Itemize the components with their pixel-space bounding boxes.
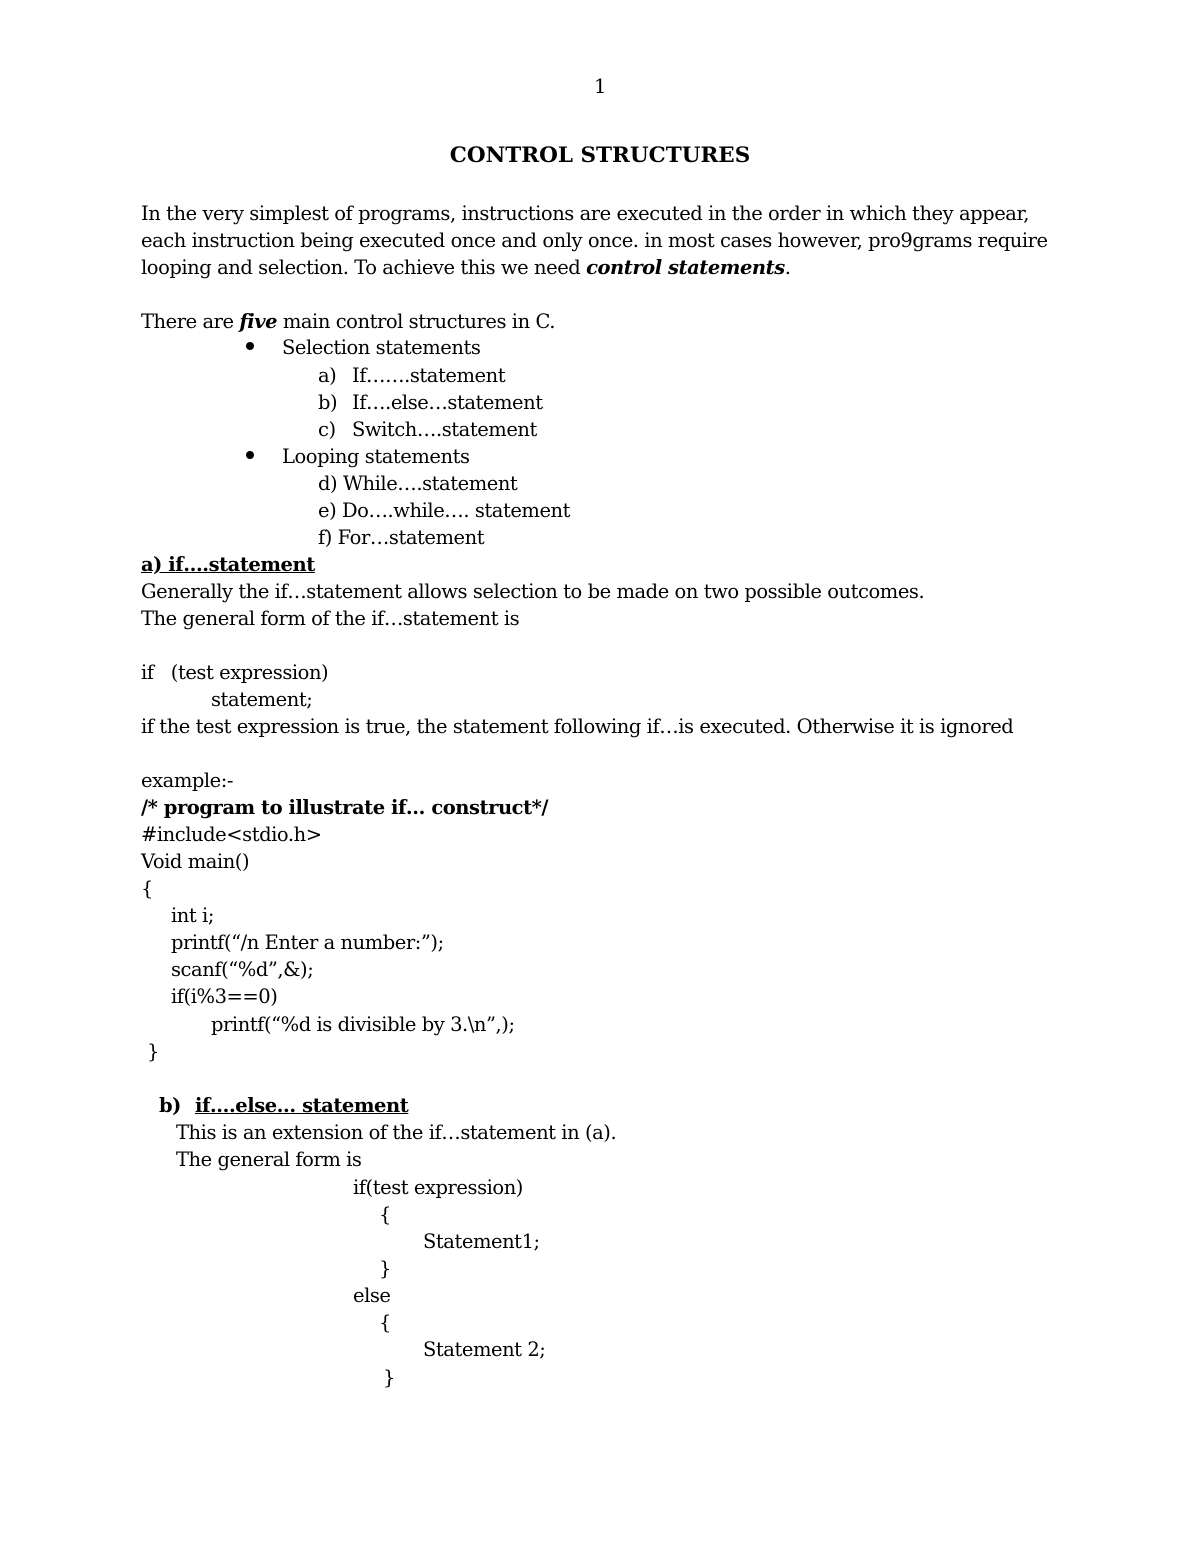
code-line: if(i%3==0) <box>171 985 278 1008</box>
section-b-form-line: } <box>379 1257 391 1280</box>
section-b-form-line: } <box>383 1366 395 1389</box>
intro-line-3 <box>141 254 791 281</box>
section-b-form-line: if(test expression) <box>353 1176 523 1199</box>
section-a-form-line-1: if (test expression) <box>141 661 329 684</box>
selection-item-c-marker: c) <box>318 418 336 441</box>
control-statements-emphasis: control statements <box>586 256 785 279</box>
code-line: printf(“/n Enter a number:”); <box>171 931 444 954</box>
selection-item-c: Switch….statement <box>352 418 537 441</box>
code-line: { <box>141 877 153 900</box>
bullet-icon <box>246 342 254 350</box>
section-b-form-line: { <box>379 1311 391 1334</box>
page-title: CONTROL STRUCTURES <box>449 143 751 168</box>
code-line: } <box>147 1040 159 1063</box>
code-line: int i; <box>171 904 214 927</box>
selection-item-b-marker: b) <box>318 391 338 414</box>
code-line: scanf(“%d”,&); <box>171 958 314 981</box>
code-line: Void main() <box>141 850 250 873</box>
example-label: example:- <box>141 769 234 792</box>
looping-label: Looping statements <box>282 445 470 468</box>
section-b-form-line: else <box>353 1284 391 1307</box>
looping-item-e: e) Do….while…. statement <box>318 499 571 522</box>
section-a-form-line-2: statement; <box>211 688 313 711</box>
selection-item-a: If…….statement <box>352 364 506 387</box>
section-b-desc-1: This is an extension of the if…statement in (a). <box>176 1121 617 1144</box>
intro-line-3-suffix: . <box>784 256 791 279</box>
looping-item-f: f) For…statement <box>318 526 485 549</box>
page-number: 1 <box>594 75 606 98</box>
intro-line-2: each instruction being executed once and only once. in most cases however, pro9grams require <box>141 229 1048 252</box>
section-a-explain: if the test expression is true, the statement following if…is executed. Otherwise it is ignored <box>141 715 1014 738</box>
section-b-marker: b) <box>159 1094 181 1117</box>
five-emphasis: five <box>239 310 278 333</box>
section-a-desc-1: Generally the if…statement allows selection to be made on two possible outcomes. <box>141 580 925 603</box>
bullet-icon <box>246 451 254 459</box>
section-b-desc-2: The general form is <box>176 1148 362 1171</box>
code-line: #include<stdio.h> <box>141 823 322 846</box>
intro-line-3-prefix: looping and selection. To achieve this we need <box>141 256 587 279</box>
code-line: printf(“%d is divisible by 3.\n”,); <box>211 1013 515 1036</box>
section-b-heading: if….else… statement <box>195 1094 409 1117</box>
five-prefix: There are <box>141 310 240 333</box>
selection-item-b: If….else…statement <box>352 391 543 414</box>
section-b-form-line: Statement1; <box>423 1230 540 1253</box>
looping-item-d: d) While….statement <box>318 472 518 495</box>
code-comment: /* program to illustrate if… construct*/ <box>141 796 549 819</box>
section-b-form-line: Statement 2; <box>423 1338 546 1361</box>
selection-item-a-marker: a) <box>318 364 337 387</box>
selection-label: Selection statements <box>282 336 481 359</box>
section-a-desc-2: The general form of the if…statement is <box>141 607 520 630</box>
five-structures-line <box>141 308 555 335</box>
section-a-heading: a) if….statement <box>141 553 315 576</box>
five-suffix: main control structures in C. <box>277 310 555 333</box>
intro-line-1: In the very simplest of programs, instructions are executed in the order in which they appear, <box>141 202 1029 225</box>
section-b-form-line: { <box>379 1203 391 1226</box>
